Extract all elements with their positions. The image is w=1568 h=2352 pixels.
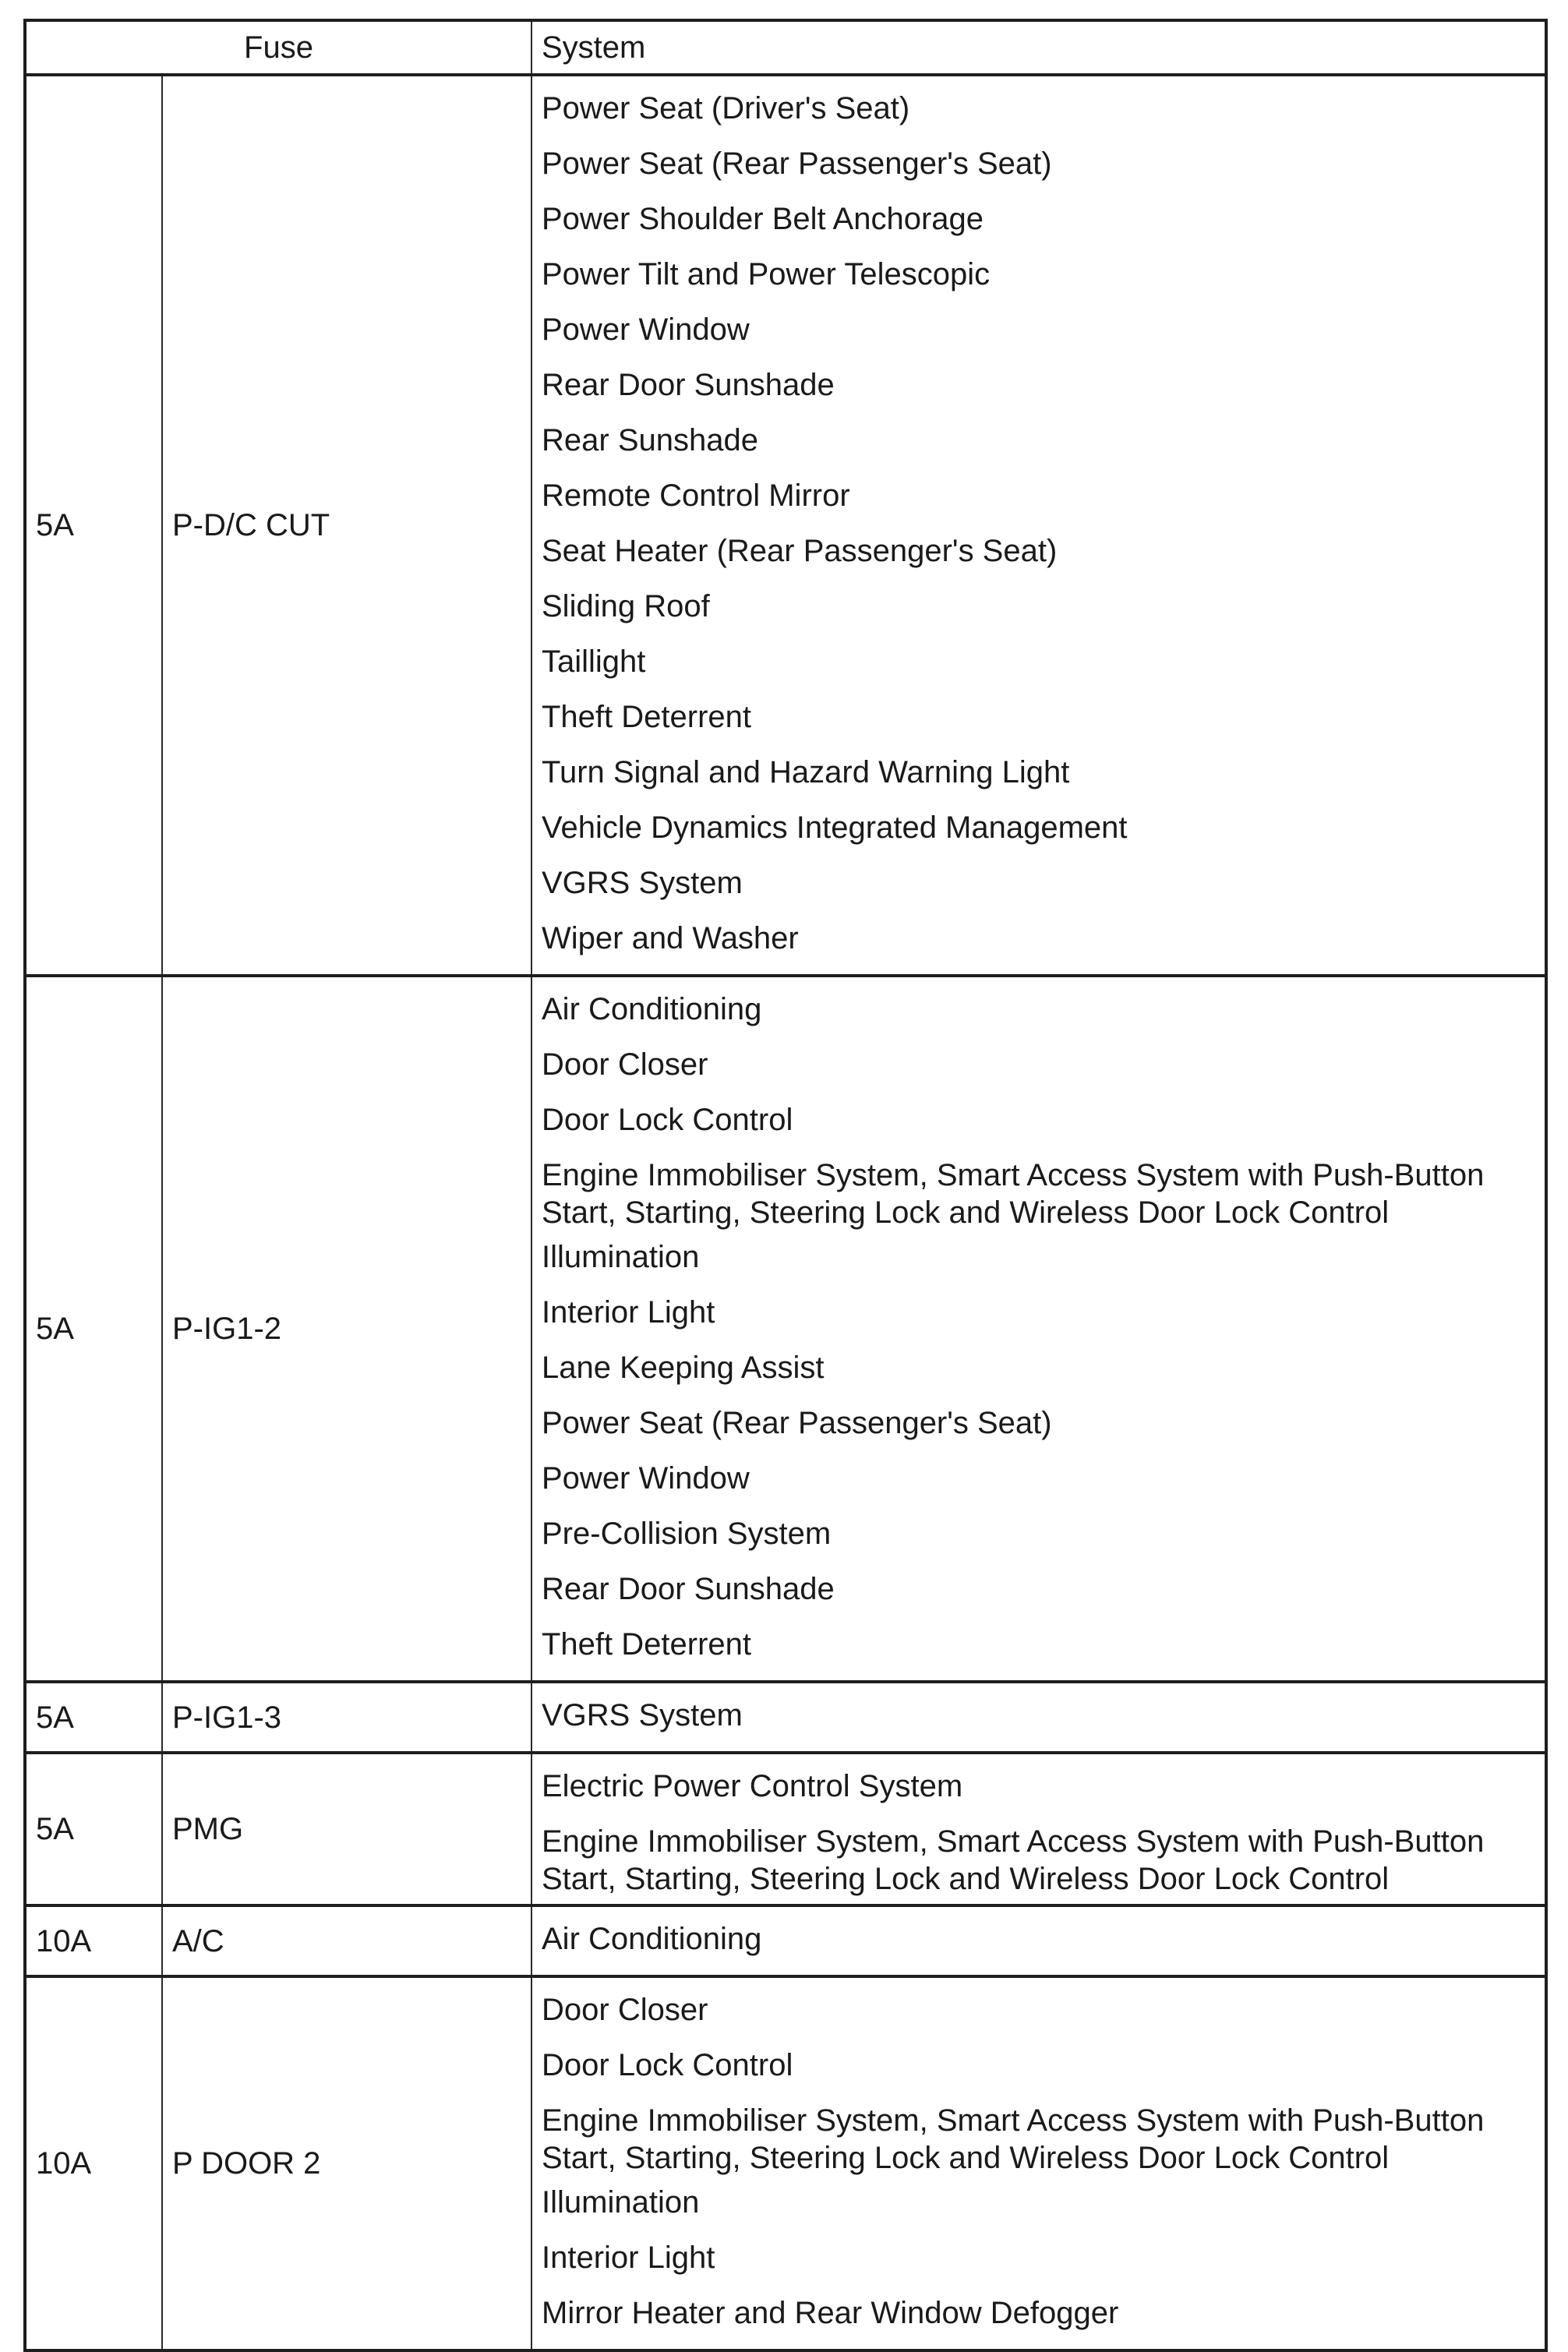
system-item: Illumination [542, 2185, 700, 2220]
system-item: Engine Immobiliser System, Smart Access System with Push-Button Start, Starting, Steering Lock and Wireless Door Lock Control [542, 2103, 1485, 2175]
table-row [25, 976, 1546, 1682]
system-item: Power Window [542, 1461, 750, 1496]
system-item: Power Window [542, 313, 750, 347]
system-item: Power Tilt and Power Telescopic [542, 257, 991, 291]
system-list [531, 1905, 1546, 1976]
fuse-amperage: 5A [25, 1682, 162, 1753]
system-list [531, 1682, 1546, 1753]
system-item: VGRS System [542, 1698, 743, 1732]
system-item: Rear Door Sunshade [542, 1572, 835, 1606]
system-item: Rear Door Sunshade [542, 368, 835, 402]
system-item: Electric Power Control System [542, 1769, 963, 1803]
system-item: Sliding Roof [542, 589, 710, 623]
table-row [25, 75, 1546, 976]
fuse-name: P DOOR 2 [162, 1976, 531, 2350]
system-list [531, 1976, 1546, 2350]
system-item: VGRS System [542, 866, 743, 900]
system-item: Theft Deterrent [542, 700, 752, 734]
table-row [25, 1682, 1546, 1753]
system-item: Door Lock Control [542, 1103, 793, 1137]
system-item: Door Lock Control [542, 2048, 793, 2082]
system-item: Illumination [542, 1240, 700, 1274]
fuse-amperage: 5A [25, 1753, 162, 1905]
header-row [25, 20, 1546, 75]
system-item: Vehicle Dynamics Integrated Management [542, 810, 1128, 845]
fuse-table [23, 19, 1548, 2352]
system-item: Lane Keeping Assist [542, 1351, 825, 1385]
system-item: Turn Signal and Hazard Warning Light [542, 755, 1070, 789]
system-item: Remote Control Mirror [542, 479, 850, 513]
system-item: Power Seat (Rear Passenger's Seat) [542, 1406, 1052, 1440]
fuse-amperage: 10A [25, 1905, 162, 1976]
table-row [25, 1905, 1546, 1976]
system-item: Air Conditioning [542, 1922, 762, 1956]
system-list [531, 1753, 1546, 1905]
system-item: Rear Sunshade [542, 423, 758, 457]
fuse-amperage: 5A [25, 976, 162, 1682]
system-item: Seat Heater (Rear Passenger's Seat) [542, 534, 1058, 568]
fuse-name: P-IG1-2 [162, 976, 531, 1682]
fuse-amperage: 10A [25, 1976, 162, 2350]
system-item: Interior Light [542, 1295, 715, 1330]
fuse-name: PMG [162, 1753, 531, 1905]
system-list [531, 75, 1546, 976]
fuse-amperage: 5A [25, 75, 162, 976]
system-item: Door Closer [542, 1993, 708, 2027]
system-list [531, 976, 1546, 1682]
system-item: Pre-Collision System [542, 1517, 832, 1551]
table-row [25, 1753, 1546, 1905]
fuse-header: Fuse [25, 20, 531, 75]
system-item: Engine Immobiliser System, Smart Access System with Push-Button Start, Starting, Steering Lock and Wireless Door Lock Control [542, 1158, 1485, 1230]
fuse-name: A/C [162, 1905, 531, 1976]
fuse-table-body [25, 75, 1546, 2350]
system-header: System [531, 20, 1546, 75]
system-item: Engine Immobiliser System, Smart Access System with Push-Button Start, Starting, Steering Lock and Wireless Door Lock Control [542, 1824, 1485, 1896]
system-item: Power Shoulder Belt Anchorage [542, 202, 984, 236]
system-item: Power Seat (Driver's Seat) [542, 91, 910, 125]
system-item: Mirror Heater and Rear Window Defogger [542, 2296, 1119, 2330]
system-item: Interior Light [542, 2241, 715, 2275]
system-item: Door Closer [542, 1047, 708, 1082]
system-item: Air Conditioning [542, 992, 762, 1026]
table-row [25, 1976, 1546, 2350]
fuse-name: P-IG1-3 [162, 1682, 531, 1753]
system-item: Wiper and Washer [542, 921, 799, 955]
system-item: Taillight [542, 645, 646, 679]
fuse-name: P-D/C CUT [162, 75, 531, 976]
system-item: Theft Deterrent [542, 1627, 752, 1662]
system-item: Power Seat (Rear Passenger's Seat) [542, 147, 1052, 181]
